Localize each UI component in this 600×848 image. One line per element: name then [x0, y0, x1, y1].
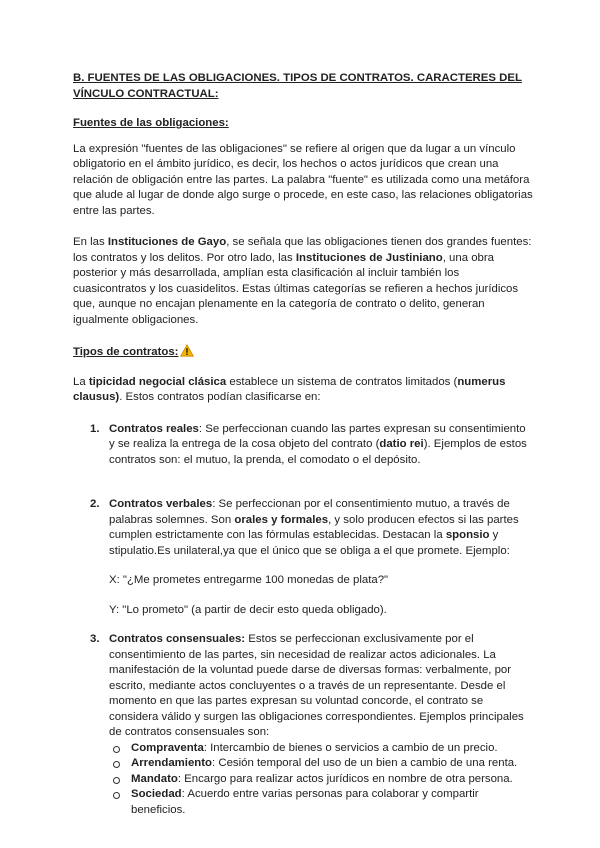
list-item-contratos-consensuales: 3. Contratos consensuales: Estos se perfeccionan exclusivamente por el consentimiento de las partes, sin necesidad de realizar actos adicionales. La manifestación de la voluntad puede darse de diversas formas: verbalmente, por escrito, mediante actos concluyentes o a través de un representante. Desde el momento en que las partes expresan su voluntad concorde, el contrato se considera válido y surgen las obligaciones correspondientes. Ejemplos principales de contratos consensuales son: Compraventa: Intercambio de bienes o servicios a cambio de un precio. Arrendamiento: Cesión temporal del uso de un bien a cambio de una renta. Mandato: Encargo para realizar actos jurídicos en nombre de otra persona. Sociedad: Acuerdo entre varias personas para colaborar y compartir beneficios. [73, 632, 533, 818]
example-answer: Y: "Lo prometo" (a partir de decir esto queda obligado). [109, 603, 387, 616]
section-title: B. FUENTES DE LAS OBLIGACIONES. TIPOS DE CONTRATOS. CARACTERES DEL VÍNCULO CONTRACTUAL: [73, 72, 522, 100]
hollow-bullet-icon [113, 746, 120, 753]
paragraph-fuentes-definition: La expresión "fuentes de las obligaciones" se refiere al origen que da lugar a un vínculo obligatorio en el ámbito jurídico, es decir, los hechos o actos jurídicos que crean una relación de obligación entre las partes. La palabra "fuente" es utilizada como una metáfora que alude al lugar de donde algo surge o procede, en este caso, las relaciones obligatorias entre las partes. [73, 142, 533, 217]
consensual-examples-list [109, 741, 533, 819]
contract-types-list [73, 422, 533, 819]
heading-fuentes: Fuentes de las obligaciones: [73, 117, 229, 129]
hollow-bullet-icon [113, 761, 120, 768]
sub-item-compraventa: Compraventa: Intercambio de bienes o servicios a cambio de un precio. [109, 741, 533, 757]
document-page [73, 71, 533, 818]
heading-tipos: Tipos de contratos: [73, 344, 533, 363]
sub-item-sociedad: Sociedad: Acuerdo entre varias personas para colaborar y compartir beneficios. [109, 787, 533, 818]
list-item-contratos-reales: 1. Contratos reales: Se perfeccionan cuando las partes expresan su consentimiento y se realiza la entrega de la cosa objeto del contrato (datio rei). Ejemplos de estos contratos son: el mutuo, la prenda, el comodato o el depósito. [90, 422, 527, 466]
example-question: X: "¿Me prometes entregarme 100 monedas de plata?" [109, 574, 389, 586]
list-item-contratos-verbales: 2. Contratos verbales: Se perfeccionan por el consentimiento mutuo, a través de palabras solemnes. Son orales y formales, y solo producen efectos si las partes cumplen estrictamente con las fórmulas establecidas. Destacan la sponsio y stipulatio.Es unilateral,ya que el único que se obliga a el que promete. Ejemplo: X: "¿Me prometes entregarme 100 monedas de plata?" Y: "Lo prometo" (a partir de decir esto queda obligado). [73, 497, 533, 618]
hollow-bullet-icon [113, 792, 120, 799]
sub-item-arrendamiento: Arrendamiento: Cesión temporal del uso de un bien a cambio de una renta. [109, 756, 533, 772]
hollow-bullet-icon [113, 777, 120, 784]
paragraph-tipicidad: La tipicidad negocial clásica establece un sistema de contratos limitados (numerus clausus). Estos contratos podían clasificarse en: [73, 375, 506, 403]
warning-icon [180, 344, 194, 363]
paragraph-gayo-justiniano: En las Instituciones de Gayo, se señala que las obligaciones tienen dos grandes fuentes: los contratos y los delitos. Por otro lado, las Instituciones de Justiniano, una obra posterior y más desarrollada, amplían esta clasificación al incluir también los cuasicontratos y los cuasidelitos. Estas últimas categorías se refieren a hechos jurídicos que, aunque no encajan plenamente en la categoría de contrato o delito, generan igualmente obligaciones. [73, 236, 532, 326]
sub-item-mandato: Mandato: Encargo para realizar actos jurídicos en nombre de otra persona. [109, 772, 533, 788]
